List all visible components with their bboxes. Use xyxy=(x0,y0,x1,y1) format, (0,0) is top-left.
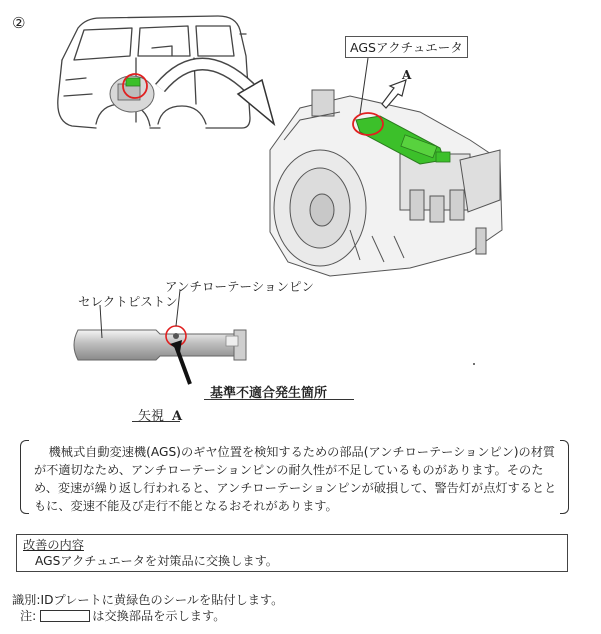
left-bracket xyxy=(20,440,29,514)
improvement-body: AGSアクチュエータを対策品に交換します。 xyxy=(35,554,278,568)
view-caption-letter: A xyxy=(172,409,183,424)
section-marker: ② xyxy=(12,14,26,32)
select-piston-label: セレクトピストン xyxy=(78,294,178,309)
defect-description xyxy=(20,440,569,515)
identification-text: 識別:IDプレートに黄緑色のシールを貼付します。 xyxy=(12,593,284,607)
note-suffix: は交換部品を示します。 xyxy=(92,609,226,623)
view-caption-text: 矢視 xyxy=(138,409,165,424)
improvement-box xyxy=(16,534,568,572)
anti-rotation-pin-label: アンチローテーションピン xyxy=(165,279,315,294)
defect-description-text: 機械式自動変速機(AGS)のギヤ位置を検知するための部品(アンチローテーションピン)の材質が不適切なため、アンチローテーションピンの耐久性が不足しているものがあります。そのため、変速が繰り返し行われると、アンチローテーションピンが破損して、警告灯が点灯するとともに、変速不能及び走行不能となるおそれがあります。 xyxy=(34,445,557,513)
ags-actuator-callout: AGSアクチュエータ xyxy=(345,36,468,58)
transmission-drawing xyxy=(270,90,502,276)
defect-label-underline xyxy=(204,399,354,400)
identification-note xyxy=(20,607,225,624)
vehicle-engine-sketch xyxy=(110,74,154,112)
replacement-part-legend-box xyxy=(40,610,90,622)
note-prefix: 注: xyxy=(20,609,37,623)
view-arrow-label: A xyxy=(402,68,412,82)
view-arrow-a xyxy=(382,80,406,108)
zoom-arrow xyxy=(160,64,274,124)
right-bracket xyxy=(560,440,569,514)
defect-location-label: 基準不適合発生箇所 xyxy=(210,386,328,401)
improvement-title: 改善の内容 xyxy=(23,538,84,552)
view-caption-underline xyxy=(132,421,180,422)
